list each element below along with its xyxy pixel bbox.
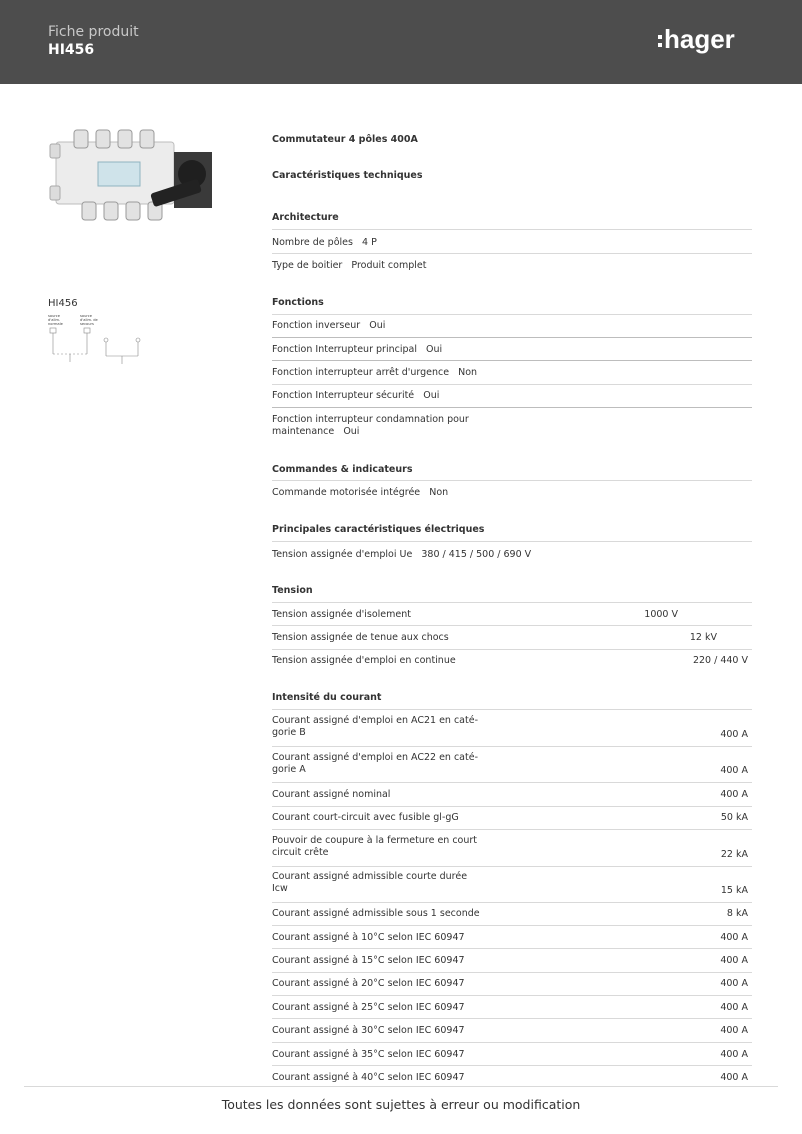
table-row: Courant assigné admissible courte durée Icw 15 kA [272, 866, 752, 903]
section-main-title: Caractéristiques techniques [272, 170, 423, 181]
table-row: Fonction interrupteur arrêt d'urgence Non [272, 360, 752, 384]
section-title-commandes: Commandes & indicateurs [272, 464, 413, 475]
svg-text:secours: secours [80, 322, 94, 326]
table-row: Fonction Interrupteur sécurité Oui [272, 384, 752, 408]
section-title-courant: Intensité du courant [272, 692, 382, 703]
footer-divider [24, 1086, 778, 1087]
table-row: Commande motorisée intégrée Non [272, 480, 752, 504]
table-row: Courant assigné à 15°C selon IEC 60947 400 A [272, 948, 752, 972]
table-row: Courant assigné à 40°C selon IEC 60947 400 A [272, 1065, 752, 1087]
table-row: Fonction interrupteur condamnation pour maintenance Oui [272, 407, 752, 444]
wiring-schematic [46, 312, 158, 370]
table-row: Fonction Interrupteur principal Oui [272, 337, 752, 361]
table-row: Courant assigné nominal 400 A [272, 782, 752, 806]
page-header [0, 0, 802, 84]
header-subtitle: Fiche produit [48, 24, 139, 40]
section-title-architecture: Architecture [272, 212, 339, 223]
section-title-electriques: Principales caractéristiques électriques [272, 524, 485, 535]
footer-disclaimer: Toutes les données sont sujettes à erreur ou modification [221, 1097, 581, 1112]
section-title-tension: Tension [272, 585, 313, 596]
svg-text:d'alim.: d'alim. [48, 318, 61, 322]
svg-text:normale: normale [48, 322, 63, 326]
table-row: Tension assignée d'isolement 1000 V [272, 602, 752, 626]
table-row: Tension assignée d'emploi Ue 380 / 415 / 500 / 690 V [272, 541, 752, 565]
product-title: Commutateur 4 pôles 400A [272, 134, 418, 145]
table-row: Nombre de pôles 4 P [272, 229, 752, 253]
table-row: Tension assignée d'emploi en continue 220 / 440 V [272, 649, 752, 673]
table-row: Courant assigné à 30°C selon IEC 60947 400 A [272, 1018, 752, 1042]
svg-text:source: source [80, 314, 92, 318]
table-row: Courant assigné d'emploi en AC22 en caté- gorie A 400 A [272, 746, 752, 783]
table-row: Courant assigné à 25°C selon IEC 60947 400 A [272, 995, 752, 1019]
svg-text:source: source [48, 314, 60, 318]
product-image [46, 128, 216, 224]
header-reference: HI456 [48, 42, 95, 58]
image-caption: HI456 [48, 298, 78, 309]
table-row: Fonction inverseur Oui [272, 314, 752, 338]
section-title-fonctions: Fonctions [272, 297, 324, 308]
table-row: Courant assigné à 10°C selon IEC 60947 400 A [272, 925, 752, 949]
hager-logo [656, 24, 754, 60]
table-row: Courant assigné admissible sous 1 seconde 8 kA [272, 902, 752, 926]
table-row: Type de boitier Produit complet [272, 253, 752, 277]
svg-text:d'alim. de: d'alim. de [80, 318, 98, 322]
table-row: Courant assigné à 35°C selon IEC 60947 400 A [272, 1042, 752, 1066]
table-row: Courant assigné à 20°C selon IEC 60947 400 A [272, 972, 752, 996]
table-row: Pouvoir de coupure à la fermeture en court circuit crête 22 kA [272, 829, 752, 867]
table-row: Courant court-circuit avec fusible gl-gG 50 kA [272, 806, 752, 830]
table-row: Tension assignée de tenue aux chocs 12 kV [272, 625, 752, 649]
logo-wordmark: hager [664, 24, 735, 54]
table-row: Courant assigné d'emploi en AC21 en caté- gorie B 400 A [272, 709, 752, 747]
